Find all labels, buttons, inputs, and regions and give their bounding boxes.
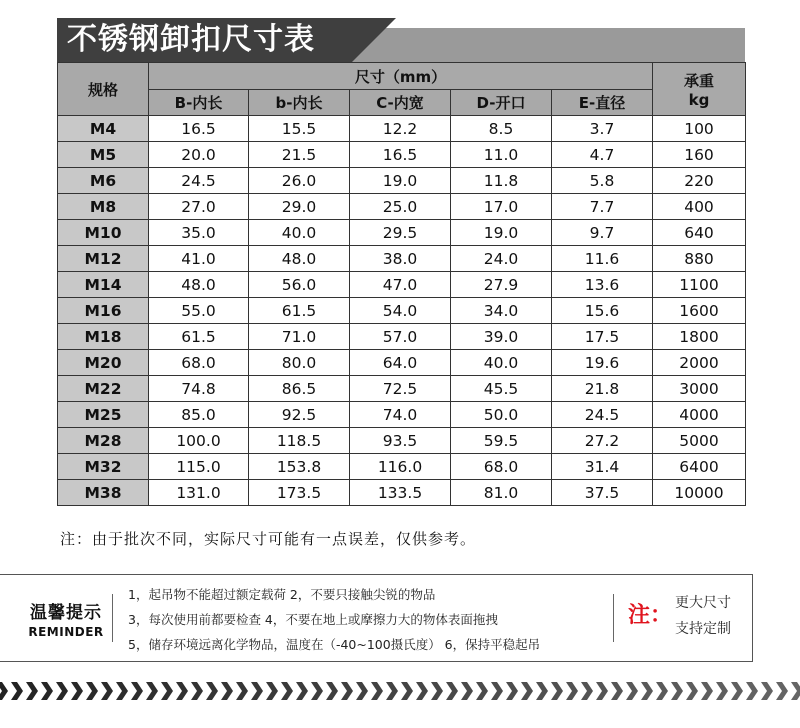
- table-row: [58, 324, 746, 350]
- column-header: E-直径: [552, 90, 653, 116]
- chevron-icon: [236, 682, 248, 700]
- title-banner-slant: [352, 18, 396, 62]
- size-cell: M22: [58, 376, 149, 402]
- dimension-cell: 11.8: [451, 168, 552, 194]
- chevron-icon: [116, 682, 128, 700]
- chevron-icon: [311, 682, 323, 700]
- table-row: [58, 194, 746, 220]
- size-cell: M28: [58, 428, 149, 454]
- dimension-cell: 19.6: [552, 350, 653, 376]
- chevron-icon: [146, 682, 158, 700]
- dimension-cell: 5.8: [552, 168, 653, 194]
- dimension-cell: 80.0: [249, 350, 350, 376]
- chevron-icon: [11, 682, 23, 700]
- size-cell: M16: [58, 298, 149, 324]
- size-cell: M20: [58, 350, 149, 376]
- chevron-icon: [626, 682, 638, 700]
- dimension-cell: 3.7: [552, 116, 653, 142]
- chevron-icon: [251, 682, 263, 700]
- chevron-pattern-icon: [0, 680, 800, 702]
- chevron-icon: [161, 682, 173, 700]
- size-cell: M6: [58, 168, 149, 194]
- chevron-icon: [0, 682, 8, 700]
- dimension-cell: 13.6: [552, 272, 653, 298]
- dimension-cell: 131.0: [149, 480, 249, 506]
- dimension-cell: 61.5: [149, 324, 249, 350]
- load-cell: 400: [653, 194, 746, 220]
- reminder-line: 1，起吊物不能超过额定载荷 2，不要只接触尖锐的物品: [128, 587, 436, 602]
- chevron-icon: [476, 682, 488, 700]
- dimension-cell: 11.6: [552, 246, 653, 272]
- column-header: b-内长: [249, 90, 350, 116]
- chevron-icon: [671, 682, 683, 700]
- chevron-icon: [281, 682, 293, 700]
- dimension-cell: 39.0: [451, 324, 552, 350]
- chevron-icon: [41, 682, 53, 700]
- size-cell: M25: [58, 402, 149, 428]
- load-cell: 1600: [653, 298, 746, 324]
- chevron-icon: [566, 682, 578, 700]
- dimension-cell: 81.0: [451, 480, 552, 506]
- table-row: [58, 350, 746, 376]
- size-cell: M32: [58, 454, 149, 480]
- dimension-cell: 48.0: [149, 272, 249, 298]
- divider: [0, 661, 752, 662]
- load-cell: 10000: [653, 480, 746, 506]
- size-cell: M38: [58, 480, 149, 506]
- chevron-strip-decoration: [0, 680, 800, 702]
- load-cell: 6400: [653, 454, 746, 480]
- dimension-cell: 29.0: [249, 194, 350, 220]
- dimension-cell: 50.0: [451, 402, 552, 428]
- dimension-cell: 4.7: [552, 142, 653, 168]
- dimension-cell: 173.5: [249, 480, 350, 506]
- size-cell: M14: [58, 272, 149, 298]
- chevron-icon: [326, 682, 338, 700]
- dimension-cell: 85.0: [149, 402, 249, 428]
- dimension-cell: 24.5: [552, 402, 653, 428]
- dimension-cell: 40.0: [249, 220, 350, 246]
- chevron-icon: [446, 682, 458, 700]
- size-cell: M4: [58, 116, 149, 142]
- load-cell: 5000: [653, 428, 746, 454]
- load-header: [653, 63, 746, 116]
- chevron-icon: [461, 682, 473, 700]
- size-cell: M8: [58, 194, 149, 220]
- chevron-icon: [176, 682, 188, 700]
- size-cell: M5: [58, 142, 149, 168]
- custom-note-line: 支持定制: [675, 621, 731, 637]
- column-header: C-内宽: [350, 90, 451, 116]
- dimension-cell: 37.5: [552, 480, 653, 506]
- chevron-icon: [71, 682, 83, 700]
- custom-note-mark: 注：: [628, 603, 673, 628]
- chevron-icon: [761, 682, 773, 700]
- table-row: [58, 168, 746, 194]
- chevron-icon: [641, 682, 653, 700]
- dimension-cell: 21.5: [249, 142, 350, 168]
- chevron-icon: [431, 682, 443, 700]
- chevron-icon: [776, 682, 788, 700]
- dimension-cell: 27.9: [451, 272, 552, 298]
- dimension-cell: 35.0: [149, 220, 249, 246]
- size-cell: M18: [58, 324, 149, 350]
- custom-note: [675, 590, 731, 642]
- dimension-cell: 16.5: [149, 116, 249, 142]
- table-row: [58, 116, 746, 142]
- divider: [112, 594, 113, 642]
- reminder-box: [0, 574, 800, 662]
- dimension-cell: 100.0: [149, 428, 249, 454]
- chevron-icon: [596, 682, 608, 700]
- load-cell: 100: [653, 116, 746, 142]
- divider: [752, 574, 753, 662]
- chevron-icon: [371, 682, 383, 700]
- dimension-cell: 17.5: [552, 324, 653, 350]
- load-cell: 640: [653, 220, 746, 246]
- disclaimer-note: 注：由于批次不同，实际尺寸可能有一点误差，仅供参考。: [60, 530, 477, 548]
- spec-table: [57, 62, 746, 506]
- dimension-cell: 68.0: [149, 350, 249, 376]
- chevron-icon: [686, 682, 698, 700]
- dimension-cell: 47.0: [350, 272, 451, 298]
- chevron-icon: [716, 682, 728, 700]
- chevron-icon: [521, 682, 533, 700]
- dimension-cell: 93.5: [350, 428, 451, 454]
- dimension-cell: 153.8: [249, 454, 350, 480]
- dimension-cell: 116.0: [350, 454, 451, 480]
- table-row: [58, 480, 746, 506]
- column-header: B-内长: [149, 90, 249, 116]
- chevron-icon: [791, 682, 800, 700]
- dimension-cell: 19.0: [451, 220, 552, 246]
- reminder-title-en: REMINDER: [28, 625, 104, 639]
- dimension-cell: 21.8: [552, 376, 653, 402]
- dimension-cell: 59.5: [451, 428, 552, 454]
- dimension-cell: 71.0: [249, 324, 350, 350]
- load-cell: 220: [653, 168, 746, 194]
- dimension-cell: 19.0: [350, 168, 451, 194]
- load-cell: 4000: [653, 402, 746, 428]
- spec-header: 规格: [58, 63, 149, 116]
- reminder-title: [16, 598, 116, 639]
- load-header-label: 承重: [683, 71, 714, 90]
- chevron-icon: [611, 682, 623, 700]
- table-row: [58, 142, 746, 168]
- chevron-icon: [506, 682, 518, 700]
- chevron-icon: [416, 682, 428, 700]
- table-row: [58, 246, 746, 272]
- dimension-header: 尺寸（mm）: [149, 63, 653, 90]
- dimension-cell: 26.0: [249, 168, 350, 194]
- column-header: D-开口: [451, 90, 552, 116]
- reminder-title-cn: 温馨提示: [30, 603, 102, 623]
- dimension-cell: 24.5: [149, 168, 249, 194]
- dimension-cell: 61.5: [249, 298, 350, 324]
- dimension-cell: 38.0: [350, 246, 451, 272]
- load-header-unit: kg: [688, 90, 710, 109]
- chevron-icon: [386, 682, 398, 700]
- table-row: [58, 272, 746, 298]
- chevron-icon: [221, 682, 233, 700]
- chevron-icon: [491, 682, 503, 700]
- load-cell: 160: [653, 142, 746, 168]
- page-title: 不锈钢卸扣尺寸表: [67, 22, 315, 57]
- table-row: [58, 220, 746, 246]
- dimension-cell: 27.2: [552, 428, 653, 454]
- table-row: [58, 402, 746, 428]
- dimension-cell: 29.5: [350, 220, 451, 246]
- title-banner: [57, 18, 745, 62]
- dimension-cell: 15.6: [552, 298, 653, 324]
- chevron-icon: [701, 682, 713, 700]
- dimension-cell: 34.0: [451, 298, 552, 324]
- chevron-icon: [731, 682, 743, 700]
- dimension-cell: 56.0: [249, 272, 350, 298]
- dimension-cell: 74.0: [350, 402, 451, 428]
- dimension-cell: 9.7: [552, 220, 653, 246]
- reminder-line: 5，储存环境远离化学物品，温度在（-40~100摄氏度） 6，保持平稳起吊: [128, 637, 541, 652]
- spec-table-body: [58, 116, 746, 506]
- chevron-icon: [86, 682, 98, 700]
- size-cell: M10: [58, 220, 149, 246]
- dimension-cell: 15.5: [249, 116, 350, 142]
- dimension-cell: 54.0: [350, 298, 451, 324]
- dimension-cell: 24.0: [451, 246, 552, 272]
- dimension-cell: 27.0: [149, 194, 249, 220]
- chevron-icon: [191, 682, 203, 700]
- load-cell: 880: [653, 246, 746, 272]
- dimension-cell: 115.0: [149, 454, 249, 480]
- dimension-cell: 86.5: [249, 376, 350, 402]
- custom-note-line: 更大尺寸: [675, 595, 731, 611]
- table-row: [58, 454, 746, 480]
- chevron-icon: [656, 682, 668, 700]
- dimension-cell: 45.5: [451, 376, 552, 402]
- reminder-line: 3，每次使用前都要检查 4，不要在地上或摩擦力大的物体表面拖拽: [128, 612, 498, 627]
- chevron-icon: [131, 682, 143, 700]
- chevron-icon: [536, 682, 548, 700]
- dimension-cell: 92.5: [249, 402, 350, 428]
- dimension-cell: 48.0: [249, 246, 350, 272]
- chevron-icon: [206, 682, 218, 700]
- size-cell: M12: [58, 246, 149, 272]
- chevron-icon: [746, 682, 758, 700]
- dimension-cell: 41.0: [149, 246, 249, 272]
- chevron-icon: [266, 682, 278, 700]
- chevron-icon: [56, 682, 68, 700]
- dimension-cell: 31.4: [552, 454, 653, 480]
- table-row: [58, 376, 746, 402]
- load-cell: 1800: [653, 324, 746, 350]
- chevron-icon: [581, 682, 593, 700]
- chevron-icon: [341, 682, 353, 700]
- dimension-cell: 11.0: [451, 142, 552, 168]
- divider: [613, 594, 614, 642]
- dimension-cell: 118.5: [249, 428, 350, 454]
- load-cell: 2000: [653, 350, 746, 376]
- chevron-icon: [296, 682, 308, 700]
- dimension-cell: 17.0: [451, 194, 552, 220]
- chevron-icon: [26, 682, 38, 700]
- dimension-cell: 16.5: [350, 142, 451, 168]
- reminder-list: [128, 582, 540, 657]
- dimension-cell: 8.5: [451, 116, 552, 142]
- dimension-cell: 12.2: [350, 116, 451, 142]
- load-cell: 3000: [653, 376, 746, 402]
- dimension-cell: 133.5: [350, 480, 451, 506]
- dimension-cell: 68.0: [451, 454, 552, 480]
- chevron-icon: [401, 682, 413, 700]
- load-cell: 1100: [653, 272, 746, 298]
- chevron-icon: [101, 682, 113, 700]
- dimension-cell: 20.0: [149, 142, 249, 168]
- dimension-cell: 64.0: [350, 350, 451, 376]
- dimension-cell: 74.8: [149, 376, 249, 402]
- table-row: [58, 298, 746, 324]
- chevron-icon: [551, 682, 563, 700]
- dimension-cell: 40.0: [451, 350, 552, 376]
- dimension-cell: 57.0: [350, 324, 451, 350]
- table-row: [58, 428, 746, 454]
- chevron-icon: [356, 682, 368, 700]
- dimension-cell: 25.0: [350, 194, 451, 220]
- divider: [0, 574, 752, 575]
- dimension-cell: 55.0: [149, 298, 249, 324]
- dimension-cell: 7.7: [552, 194, 653, 220]
- dimension-cell: 72.5: [350, 376, 451, 402]
